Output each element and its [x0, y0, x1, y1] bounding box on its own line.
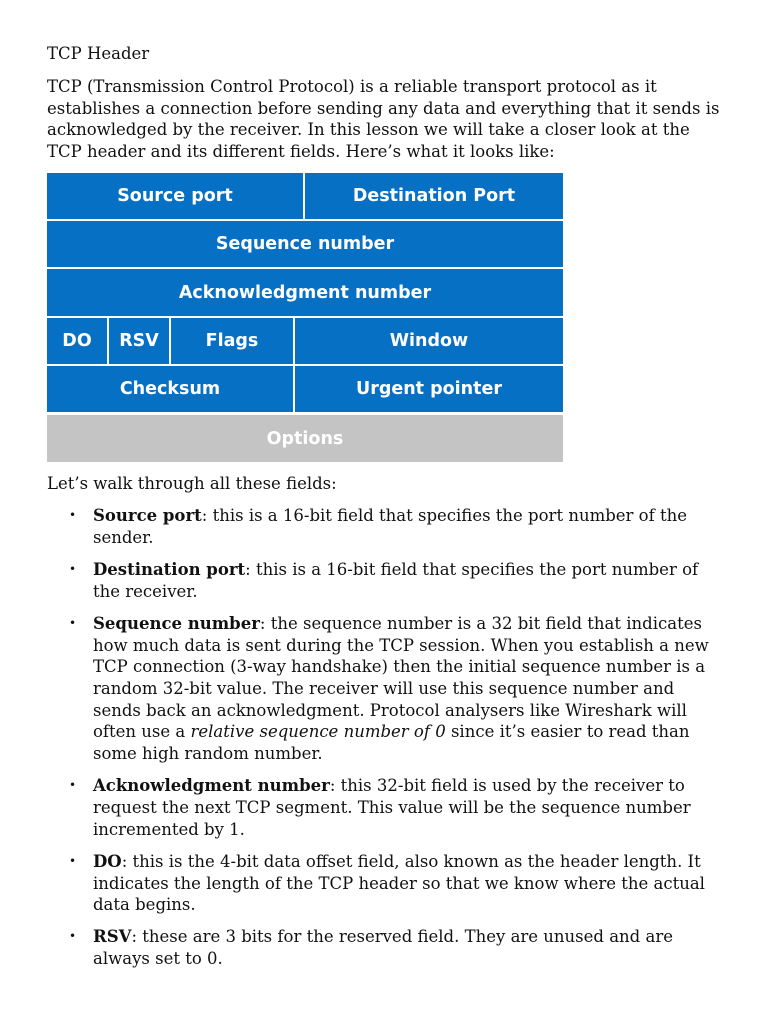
document-title: TCP Header [47, 44, 150, 63]
field-description-list [47, 505, 727, 980]
rsv-cell: RSV [109, 318, 169, 364]
urgent-pointer-cell: Urgent pointer [295, 366, 563, 412]
field-emphasis: relative sequence number of 0 [190, 722, 446, 742]
list-item-source-port [47, 505, 727, 548]
walkthrough-intro: Let’s walk through all these fields: [47, 474, 337, 493]
list-item-sequence-number [47, 613, 727, 765]
do-cell: DO [47, 318, 107, 364]
flags-cell: Flags [171, 318, 293, 364]
field-description: : this is the 4-bit data offset field, also known as the header length. It indicates the length of the TCP header so that we know where the actual data begins. [93, 851, 705, 915]
field-description: : the sequence number is a 32 bit field that indicates how much data is sent during the TCP session. When you establish a new TCP connection (3-way handshake) then the initial sequence number is a random 32-bit value. The receiver will use this sequence number and sends back an acknowledgment. Protocol analysers like Wireshark will often use a [93, 613, 709, 742]
field-name: RSV [93, 927, 132, 947]
source-port-cell: Source port [47, 173, 303, 219]
field-name: Sequence number [93, 613, 260, 633]
tcp-header-diagram [47, 173, 563, 462]
bullet-icon: • [69, 508, 77, 522]
list-item-rsv [47, 926, 727, 969]
field-description: : this is a 16-bit field that specifies the port number of the receiver. [93, 559, 699, 601]
destination-port-cell: Destination Port [305, 173, 563, 219]
field-name: Source port [93, 506, 202, 525]
acknowledgment-number-cell: Acknowledgment number [47, 269, 563, 316]
field-description-end: since it’s easier to read than some high random number. [93, 722, 690, 764]
bullet-icon: • [69, 778, 77, 793]
bullet-icon: • [69, 615, 77, 630]
sequence-number-cell: Sequence number [47, 221, 563, 267]
list-item-destination-port [47, 559, 727, 602]
bullet-icon: • [69, 561, 77, 576]
list-item-acknowledgment-number [47, 775, 727, 840]
field-name: Destination port [93, 559, 246, 579]
options-cell: Options [47, 415, 563, 462]
checksum-cell: Checksum [47, 366, 293, 412]
field-description: : this 32-bit field is used by the receiver to request the next TCP segment. This value will be the sequence number incremented by 1. [93, 776, 691, 839]
field-description: : these are 3 bits for the reserved field. They are unused and are always set to 0. [93, 927, 673, 969]
window-cell: Window [295, 318, 563, 364]
field-name: Acknowledgment number [93, 776, 330, 796]
bullet-icon: • [69, 929, 77, 944]
bullet-icon: • [69, 853, 77, 868]
list-item-do [47, 851, 727, 916]
field-description: : this is a 16-bit field that specifies the port number of the sender. [93, 506, 687, 547]
intro-paragraph: TCP (Transmission Control Protocol) is a reliable transport protocol as it establishes a connection before sending any data and everything that it sends is acknowledged by the receiver. In this lesson we will take a closer look at the TCP header and its different fields. Here’s what it looks like: [47, 77, 720, 162]
field-name: DO [93, 851, 122, 871]
